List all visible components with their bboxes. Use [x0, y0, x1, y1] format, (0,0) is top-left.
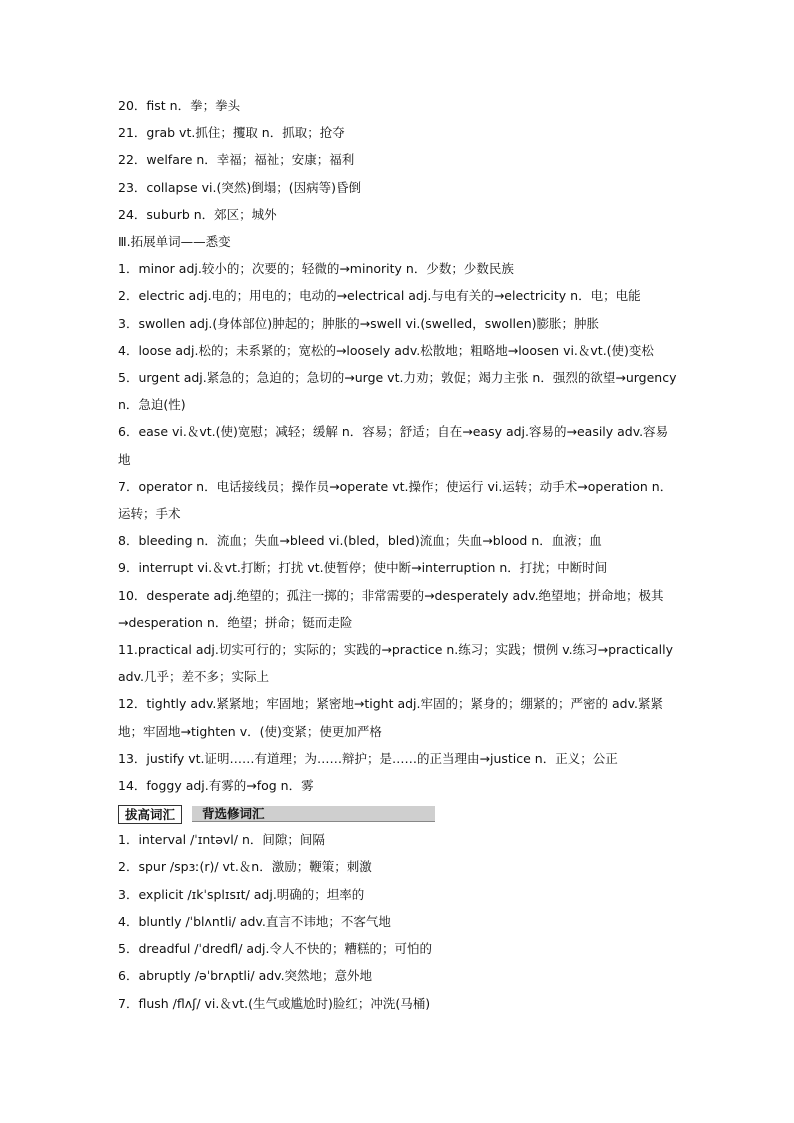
extended-entry-8: 8．bleeding n．流血；失血→bleed vi.(bled，bled)流血；失血→blood n．血液；血 [118, 533, 602, 549]
extended-entry-2: 2．electric adj.电的；用电的；电动的→electrical adj.与电有关的→electricity n．电；电能 [118, 288, 641, 304]
vocab-entry-23: 23．collapse vi.(突然)倒塌；(因病等)昏倒 [118, 179, 361, 195]
vocab-entry-24: 24．suburb n．郊区；城外 [118, 206, 277, 222]
advanced-entry-6: 6．abruptly /əˈbrʌptli/ adv.突然地；意外地 [118, 968, 373, 984]
advanced-entry-2: 2．spur /spɜː(r)/ vt.＆n．激励；鞭策；刺激 [118, 859, 372, 875]
extended-entry-4: 4．loose adj.松的；未系紧的；宽松的→loosely adv.松散地；粗略地→loosen vi.＆vt.(使)变松 [118, 342, 654, 358]
extended-entry-5: 5．urgent adj.紧急的；急迫的；急切的→urge vt.力劝；敦促；竭力主张 n．强烈的欲望→urgency n．急迫(性) [118, 370, 677, 413]
extended-entry-1: 1．minor adj.较小的；次要的；轻微的→minority n．少数；少数民族 [118, 261, 514, 277]
extended-entry-12: 12．tightly adv.紧紧地；牢固地；紧密地→tight adj.牢固的；紧身的；绷紧的；严密的 adv.紧紧地；牢固地→tighten v．(使)变紧；使更加严格 [118, 696, 663, 739]
advanced-entry-4: 4．bluntly /ˈblʌntli/ adv.直言不讳地；不客气地 [118, 913, 391, 929]
extended-entry-11: 11.practical adj.切实可行的；实际的；实践的→practice n.练习；实践；惯例 v.练习→practically adv.几乎；差不多；实际上 [118, 642, 673, 685]
banner-subtitle: 背选修词汇 [192, 806, 435, 822]
vocab-entry-21: 21．grab vt.抓住；攫取 n．抓取；抢夺 [118, 125, 345, 141]
advanced-entry-5: 5．dreadful /ˈdredfl/ adj.令人不快的；糟糕的；可怕的 [118, 941, 432, 957]
vocabulary-list [118, 92, 680, 1017]
extended-entry-6: 6．ease vi.＆vt.(使)宽慰；减轻；缓解 n．容易；舒适；自在→easy adj.容易的→easily adv.容易地 [118, 424, 669, 467]
section-heading-extended-words: Ⅲ.拓展单词——悉变 [118, 234, 231, 250]
extended-entry-3: 3．swollen adj.(身体部位)肿起的；肿胀的→swell vi.(swelled，swollen)膨胀；肿胀 [118, 315, 600, 331]
advanced-vocab-banner [118, 805, 435, 824]
extended-entry-14: 14．foggy adj.有雾的→fog n．雾 [118, 778, 314, 794]
extended-entry-7: 7．operator n．电话接线员；操作员→operate vt.操作；使运行 vi.运转；动手术→operation n．运转；手术 [118, 478, 673, 522]
advanced-entry-7: 7．flush /flʌʃ/ vi.＆vt.(生气或尴尬时)脸红；冲洗(马桶) [118, 995, 431, 1011]
vocab-entry-20: 20．fist n．拳；拳头 [118, 98, 241, 113]
extended-entry-10: 10．desperate adj.绝望的；孤注一掷的；非常需要的→desperately adv.绝望地；拼命地；极其→desperation n．绝望；拼命；铤而走险 [118, 587, 664, 630]
vocab-entry-22: 22．welfare n．幸福；福祉；安康；福利 [118, 152, 355, 168]
extended-entry-13: 13．justify vt.证明……有道理；为……辩护；是……的正当理由→justice n．正义；公正 [118, 750, 618, 766]
advanced-entry-3: 3．explicit /ɪkˈsplɪsɪt/ adj.明确的；坦率的 [118, 886, 365, 902]
banner-title: 拔高词汇 [118, 805, 182, 824]
extended-entry-9: 9．interrupt vi.＆vt.打断；打扰 vt.使暂停；使中断→interruption n．打扰；中断时间 [118, 560, 608, 576]
advanced-entry-1: 1．interval /ˈɪntəvl/ n．间隙；间隔 [118, 832, 325, 848]
